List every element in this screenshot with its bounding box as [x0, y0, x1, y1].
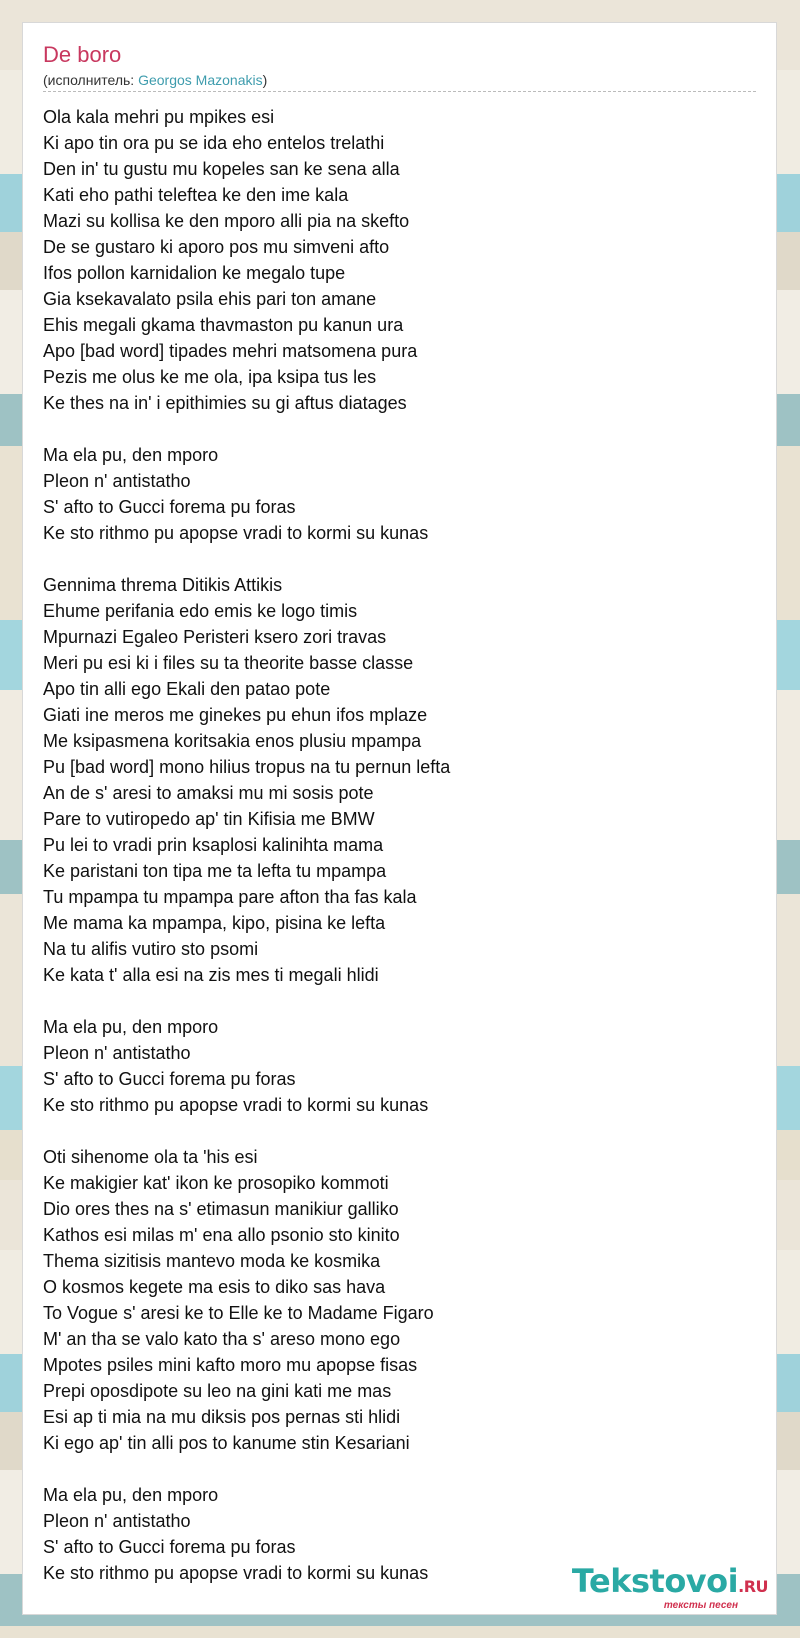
lyric-line: Apo tin alli ego Ekali den patao pote — [43, 679, 331, 699]
lyric-line: Oti sihenome ola ta 'his esi — [43, 1147, 258, 1167]
artist-line — [43, 72, 267, 88]
lyric-line: Mpotes psiles mini kafto moro mu apopse fisas — [43, 1355, 418, 1375]
lyric-line: S' afto to Gucci forema pu foras — [43, 1069, 296, 1089]
lyric-line: To Vogue s' aresi ke to Elle ke to Madame Figaro — [43, 1303, 434, 1323]
lyric-line: Thema sizitisis mantevo moda ke kosmika — [43, 1251, 381, 1271]
lyric-line: Ma ela pu, den mporo — [43, 1017, 219, 1037]
lyric-line: Pu lei to vradi prin ksaplosi kalinihta mama — [43, 835, 384, 855]
lyrics-text — [43, 104, 450, 1586]
lyric-line: Kati eho pathi teleftea ke den ime kala — [43, 185, 349, 205]
lyric-line: Gia ksekavalato psila ehis pari ton amane — [43, 289, 377, 309]
song-title: De boro — [43, 42, 122, 67]
lyric-line: Apo [bad word] tipades mehri matsomena pura — [43, 341, 418, 361]
lyric-line: Ki apo tin ora pu se ida eho entelos trelathi — [43, 133, 385, 153]
lyric-line: Kathos esi milas m' ena allo psonio sto kinito — [43, 1225, 400, 1245]
lyric-line: Ifos pollon karnidalion ke megalo tupe — [43, 263, 346, 283]
lyric-line: Ke thes na in' i epithimies su gi aftus diatages — [43, 393, 407, 413]
lyric-line: O kosmos kegete ma esis to diko sas hava — [43, 1277, 386, 1297]
lyric-line: Gennima threma Ditikis Attikis — [43, 575, 283, 595]
title-divider — [43, 91, 756, 92]
lyric-line: De se gustaro ki aporo pos mu simveni afto — [43, 237, 390, 257]
lyric-line: Tu mpampa tu mpampa pare afton tha fas kala — [43, 887, 417, 907]
artist-prefix: (исполнитель: — [43, 72, 139, 88]
lyric-line: Pleon n' antistatho — [43, 1511, 191, 1531]
artist-link[interactable]: Georgos Mazonakis — [138, 72, 263, 88]
lyric-line: Ke paristani ton tipa me ta lefta tu mpampa — [43, 861, 387, 881]
stanza-break — [43, 416, 450, 442]
lyric-line: Ke sto rithmo pu apopse vradi to kormi su kunas — [43, 523, 429, 543]
lyric-line: Mazi su kollisa ke den mporo alli pia na skefto — [43, 211, 410, 231]
lyric-line: Ke sto rithmo pu apopse vradi to kormi su kunas — [43, 1563, 429, 1583]
lyric-line: Ma ela pu, den mporo — [43, 445, 219, 465]
logo-name: Tekstovoi — [571, 1562, 739, 1600]
lyric-line: Ki ego ap' tin alli pos to kanume stin Kesariani — [43, 1433, 410, 1453]
lyric-line: Pezis me olus ke me ola, ipa ksipa tus les — [43, 367, 377, 387]
lyric-line: Prepi oposdipote su leo na gini kati me mas — [43, 1381, 392, 1401]
stanza-break — [43, 988, 450, 1014]
lyric-line: Ke makigier kat' ikon ke prosopiko kommoti — [43, 1173, 389, 1193]
lyric-line: Ehume perifania edo emis ke logo timis — [43, 601, 358, 621]
lyric-line: Ke kata t' alla esi na zis mes ti megali hlidi — [43, 965, 379, 985]
lyric-line: Den in' tu gustu mu kopeles san ke sena alla — [43, 159, 400, 179]
lyric-line: Pu [bad word] mono hilius tropus na tu pernun lefta — [43, 757, 451, 777]
logo-tagline: тексты песен — [663, 1600, 738, 1611]
lyric-line: Giati ine meros me ginekes pu ehun ifos mplaze — [43, 705, 428, 725]
lyric-line: Pleon n' antistatho — [43, 471, 191, 491]
lyric-line: Pare to vutiropedo ap' tin Kifisia me BMW — [43, 809, 375, 829]
lyric-line: S' afto to Gucci forema pu foras — [43, 1537, 296, 1557]
lyric-line: Ma ela pu, den mporo — [43, 1485, 219, 1505]
site-logo[interactable] — [572, 1564, 768, 1611]
stanza-break — [43, 546, 450, 572]
lyric-line: An de s' aresi to amaksi mu mi sosis pote — [43, 783, 374, 803]
lyric-line: Mpurnazi Egaleo Peristeri ksero zori travas — [43, 627, 387, 647]
lyric-line: Ola kala mehri pu mpikes esi — [43, 107, 275, 127]
lyric-line: S' afto to Gucci forema pu foras — [43, 497, 296, 517]
artist-suffix: ) — [262, 72, 268, 88]
stanza-break — [43, 1118, 450, 1144]
lyric-line: Na tu alifis vutiro sto psomi — [43, 939, 259, 959]
lyrics-card — [22, 22, 777, 1615]
stanza-break — [43, 1456, 450, 1482]
lyric-line: Ke sto rithmo pu apopse vradi to kormi su kunas — [43, 1095, 429, 1115]
lyric-line: Pleon n' antistatho — [43, 1043, 191, 1063]
lyric-line: Dio ores thes na s' etimasun manikiur galliko — [43, 1199, 399, 1219]
lyric-line: Me ksipasmena koritsakia enos plusiu mpampa — [43, 731, 422, 751]
logo-tld: .RU — [738, 1577, 768, 1596]
lyric-line: Esi ap ti mia na mu diksis pos pernas sti hlidi — [43, 1407, 401, 1427]
lyric-line: M' an tha se valo kato tha s' areso mono ego — [43, 1329, 401, 1349]
lyric-line: Me mama ka mpampa, kipo, pisina ke lefta — [43, 913, 386, 933]
lyric-line: Meri pu esi ki i files su ta theorite basse classe — [43, 653, 414, 673]
lyric-line: Ehis megali gkama thavmaston pu kanun ura — [43, 315, 404, 335]
